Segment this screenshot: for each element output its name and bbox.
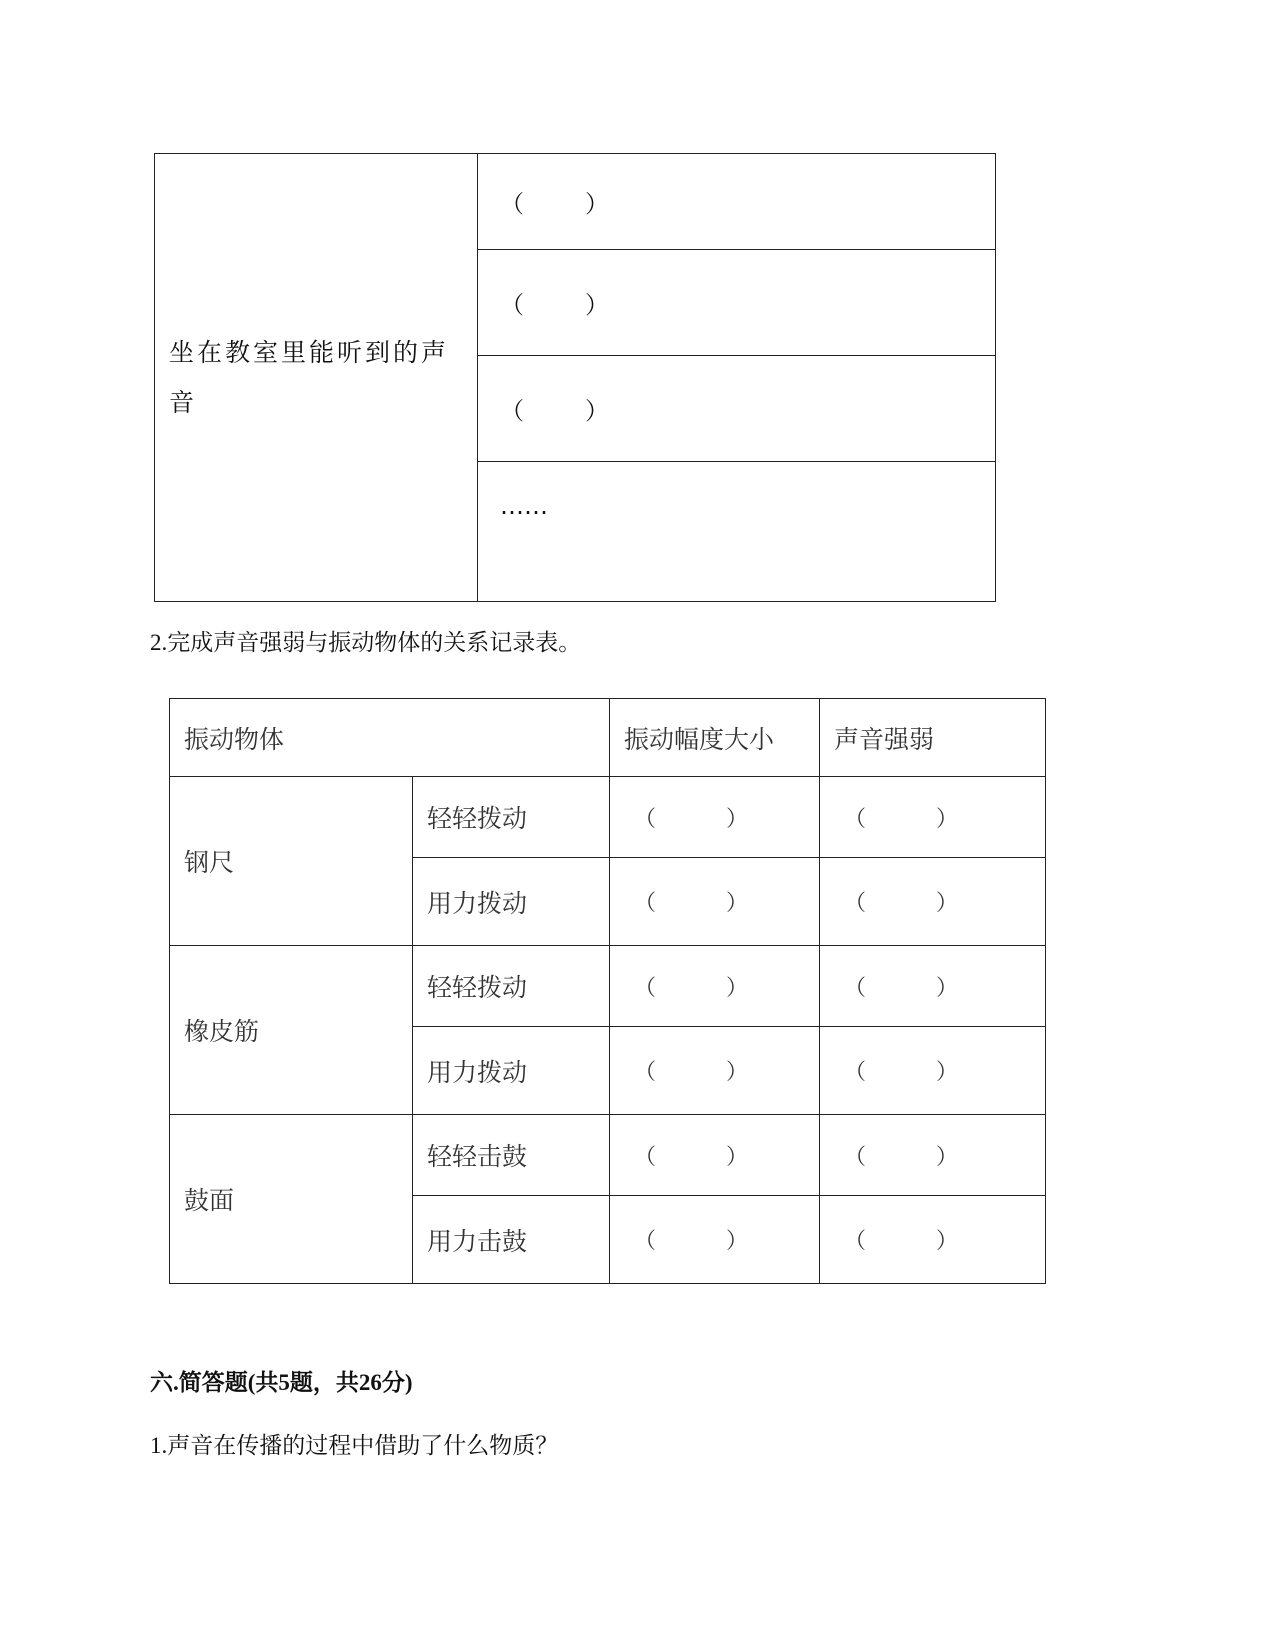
object-cell: 钢尺 bbox=[170, 777, 413, 946]
table-row bbox=[170, 946, 1046, 1027]
loudness-blank bbox=[820, 946, 1046, 1027]
question-2: 2.完成声音强弱与振动物体的关系记录表。 bbox=[150, 630, 582, 655]
sound-answer-cell bbox=[478, 250, 996, 356]
table-header-row bbox=[170, 699, 1046, 777]
header-amplitude: 振动幅度大小 bbox=[610, 699, 820, 777]
object-cell: 鼓面 bbox=[170, 1115, 413, 1284]
header-loudness: 声音强弱 bbox=[820, 699, 1046, 777]
answer-blank: （ ） bbox=[634, 1144, 748, 1170]
action-cell: 轻轻击鼓 bbox=[413, 1115, 610, 1196]
amplitude-blank bbox=[610, 1027, 820, 1115]
loudness-blank bbox=[820, 777, 1046, 858]
amplitude-blank bbox=[610, 858, 820, 946]
sounds-label: 坐在教室里能听到的声音 bbox=[169, 337, 450, 417]
sound-answer-cell bbox=[478, 462, 996, 602]
object-cell: 橡皮筋 bbox=[170, 946, 413, 1115]
answer-blank: （ ） bbox=[844, 1060, 958, 1085]
loudness-blank bbox=[820, 858, 1046, 946]
answer-blank: （ ） bbox=[844, 975, 958, 1001]
amplitude-blank bbox=[610, 777, 820, 858]
ellipsis: …… bbox=[500, 492, 548, 520]
vibration-record-table bbox=[169, 698, 1046, 1284]
answer-blank: （ ） bbox=[634, 806, 748, 832]
action-cell: 用力击鼓 bbox=[413, 1196, 610, 1284]
section-title: 六.简答题(共5题，共26分) bbox=[150, 1370, 413, 1395]
answer-blank: （ ） bbox=[844, 891, 958, 916]
loudness-blank bbox=[820, 1027, 1046, 1115]
amplitude-blank bbox=[610, 946, 820, 1027]
sounds-label-cell bbox=[155, 154, 478, 602]
answer-blank: （ ） bbox=[500, 291, 610, 319]
answer-blank: （ ） bbox=[844, 1229, 958, 1254]
loudness-blank bbox=[820, 1196, 1046, 1284]
amplitude-blank bbox=[610, 1115, 820, 1196]
action-cell: 轻轻拨动 bbox=[413, 946, 610, 1027]
answer-blank: （ ） bbox=[844, 1144, 958, 1170]
action-cell: 用力拨动 bbox=[413, 858, 610, 946]
sounds-table bbox=[154, 153, 996, 602]
answer-blank: （ ） bbox=[634, 891, 748, 916]
table-row bbox=[170, 777, 1046, 858]
question-6-1: 1.声音在传播的过程中借助了什么物质？ bbox=[150, 1433, 559, 1458]
table-row bbox=[170, 1115, 1046, 1196]
answer-blank: （ ） bbox=[634, 1229, 748, 1254]
loudness-blank bbox=[820, 1115, 1046, 1196]
action-cell: 轻轻拨动 bbox=[413, 777, 610, 858]
answer-blank: （ ） bbox=[500, 397, 610, 425]
header-vibrating-object: 振动物体 bbox=[170, 699, 610, 777]
sound-answer-cell bbox=[478, 356, 996, 462]
answer-blank: （ ） bbox=[500, 190, 610, 218]
action-cell: 用力拨动 bbox=[413, 1027, 610, 1115]
answer-blank: （ ） bbox=[634, 975, 748, 1001]
sound-answer-cell bbox=[478, 154, 996, 250]
answer-blank: （ ） bbox=[634, 1060, 748, 1085]
answer-blank: （ ） bbox=[844, 806, 958, 832]
amplitude-blank bbox=[610, 1196, 820, 1284]
